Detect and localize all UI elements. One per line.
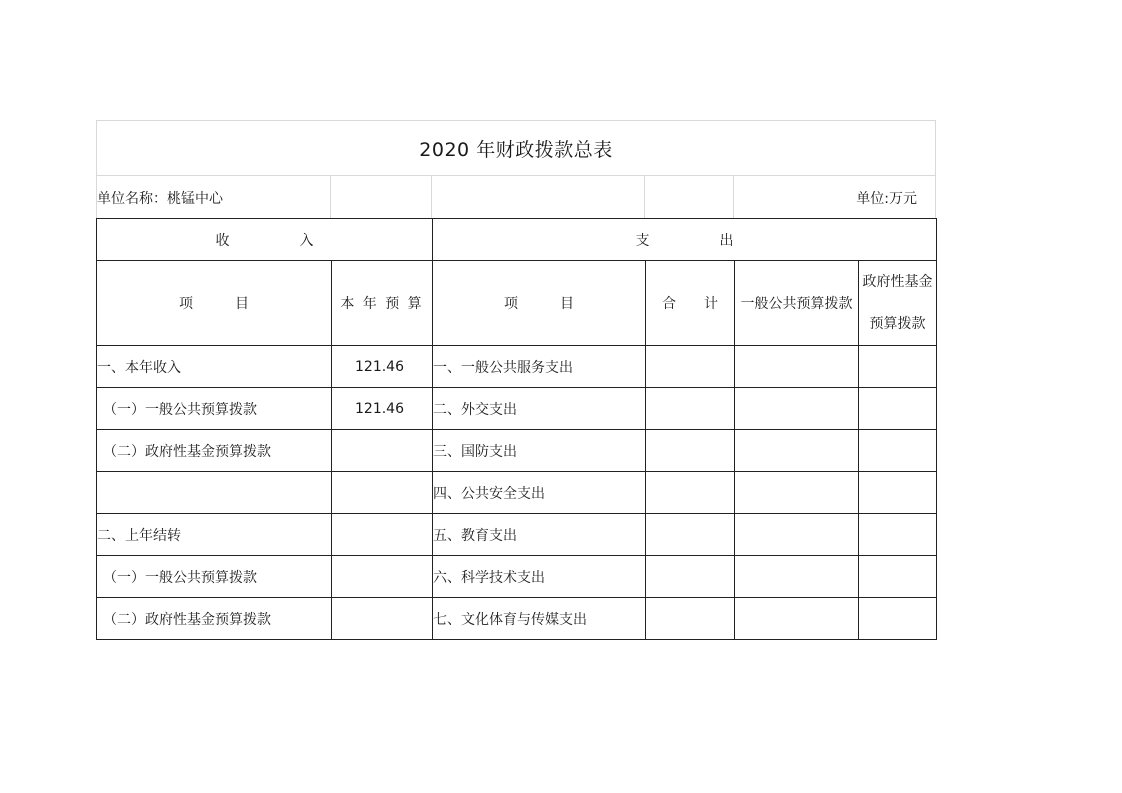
meta-cell-empty [331,176,432,218]
total-cell [646,514,735,556]
general-cell [735,472,859,514]
gov-fund-header-line2: 预算拨款 [869,316,926,332]
total-cell [646,430,735,472]
table-row [97,514,937,556]
table-row [97,556,937,598]
unit-label: 单位:万元 [734,176,936,218]
budget-table [96,218,937,640]
general-cell [735,346,859,388]
header-row-2 [97,261,937,346]
expense-item: 五、教育支出 [433,514,646,556]
budget-value: 121.46 [332,346,433,388]
gov-fund-cell [859,430,937,472]
meta-cell-empty [432,176,645,218]
budget-value [332,472,433,514]
general-cell [735,430,859,472]
header-row-1 [97,219,937,261]
total-cell [646,556,735,598]
table-row [97,346,937,388]
general-budget-header: 一般公共预算拨款 [735,261,859,346]
income-item [97,472,332,514]
budget-value [332,430,433,472]
table-row [97,388,937,430]
total-cell [646,346,735,388]
income-item: 一、本年收入 [97,346,332,388]
budget-value [332,514,433,556]
budget-header: 本 年 预 算 [332,261,433,346]
expense-item: 七、文化体育与传媒支出 [433,598,646,640]
income-item: （一）一般公共预算拨款 [97,388,332,430]
sheet-title: 2020 年财政拨款总表 [96,120,936,175]
income-item: （二）政府性基金预算拨款 [97,598,332,640]
general-cell [735,514,859,556]
gov-fund-cell [859,598,937,640]
gov-fund-header [859,261,937,346]
gov-fund-cell [859,472,937,514]
meta-cell-empty [645,176,734,218]
expense-item: 六、科学技术支出 [433,556,646,598]
expense-header: 支 出 [433,219,937,261]
total-cell [646,472,735,514]
gov-fund-cell [859,346,937,388]
table-row [97,598,937,640]
general-cell [735,598,859,640]
income-item-header: 项 目 [97,261,332,346]
gov-fund-header-line1: 政府性基金 [862,274,933,290]
expense-item: 二、外交支出 [433,388,646,430]
income-item: （二）政府性基金预算拨款 [97,430,332,472]
gov-fund-cell [859,388,937,430]
general-cell [735,556,859,598]
general-cell [735,388,859,430]
budget-value [332,556,433,598]
income-item: （一）一般公共预算拨款 [97,556,332,598]
total-cell [646,598,735,640]
expense-item: 三、国防支出 [433,430,646,472]
budget-value: 121.46 [332,388,433,430]
expense-item: 一、一般公共服务支出 [433,346,646,388]
expense-item: 四、公共安全支出 [433,472,646,514]
budget-value [332,598,433,640]
meta-row [96,175,936,218]
total-header: 合 计 [646,261,735,346]
income-header: 收 入 [97,219,433,261]
income-item: 二、上年结转 [97,514,332,556]
gov-fund-cell [859,556,937,598]
total-cell [646,388,735,430]
table-row [97,430,937,472]
expense-item-header: 项 目 [433,261,646,346]
gov-fund-cell [859,514,937,556]
table-row [97,472,937,514]
budget-sheet [96,120,936,640]
unit-name: 单位名称：桃锰中心 [96,176,331,218]
